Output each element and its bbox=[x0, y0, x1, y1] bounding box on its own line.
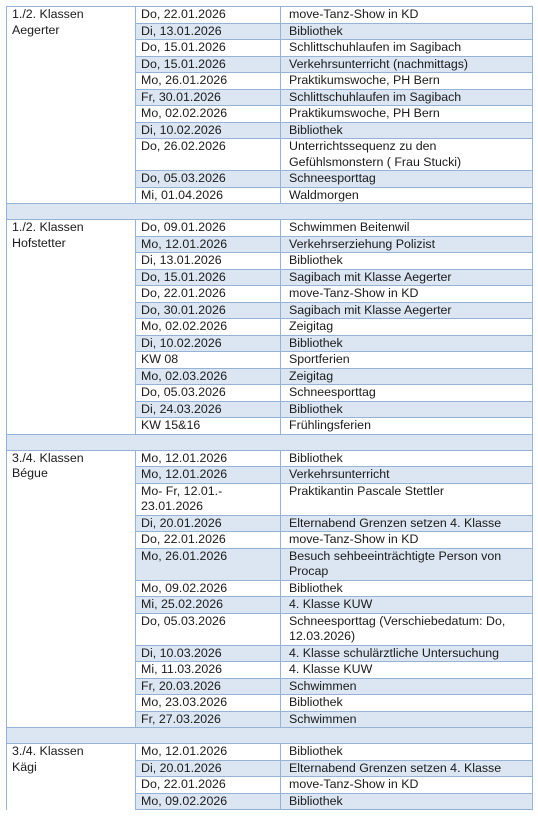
event-cell: Verkehrsunterricht (nachmittags) bbox=[281, 56, 533, 73]
date-cell: Fr, 30.01.2026 bbox=[136, 89, 281, 106]
event-cell: Bibliothek bbox=[281, 253, 533, 270]
event-cell: Bibliothek bbox=[281, 122, 533, 139]
table-row bbox=[7, 744, 533, 761]
date-cell: Do, 22.01.2026 bbox=[136, 777, 281, 794]
date-cell: Do, 22.01.2026 bbox=[136, 7, 281, 24]
event-cell: move-Tanz-Show in KD bbox=[281, 532, 533, 549]
event-cell: Bibliothek bbox=[281, 335, 533, 352]
event-cell: Bibliothek bbox=[281, 401, 533, 418]
class-level: 1./2. Klassen bbox=[12, 7, 84, 21]
class-events-body bbox=[7, 7, 533, 810]
event-cell: 4. Klasse KUW bbox=[281, 597, 533, 614]
date-cell: Do, 09.01.2026 bbox=[136, 220, 281, 237]
class-level: 3./4. Klassen bbox=[12, 744, 84, 758]
date-cell: Mo, 02.03.2026 bbox=[136, 368, 281, 385]
date-cell: Mi, 01.04.2026 bbox=[136, 187, 281, 204]
teacher-name: Bégue bbox=[12, 466, 48, 480]
date-cell: Mo- Fr, 12.01.- 23.01.2026 bbox=[136, 483, 281, 515]
date-cell: Do, 26.02.2026 bbox=[136, 139, 281, 171]
event-cell: Elternabend Grenzen setzen 4. Klasse bbox=[281, 760, 533, 777]
date-cell: Di, 10.02.2026 bbox=[136, 122, 281, 139]
class-name-cell bbox=[7, 744, 136, 810]
date-cell: Do, 15.01.2026 bbox=[136, 269, 281, 286]
date-cell: Mo, 26.01.2026 bbox=[136, 73, 281, 90]
event-cell: Elternabend Grenzen setzen 4. Klasse bbox=[281, 515, 533, 532]
date-cell: KW 15&16 bbox=[136, 418, 281, 435]
date-cell: Do, 05.03.2026 bbox=[136, 613, 281, 645]
event-cell: 4. Klasse schulärztliche Untersuchung bbox=[281, 645, 533, 662]
class-name-cell bbox=[7, 220, 136, 435]
date-cell: Do, 30.01.2026 bbox=[136, 302, 281, 319]
separator-cell bbox=[7, 728, 533, 744]
teacher-name: Hofstetter bbox=[12, 235, 66, 250]
date-cell: Do, 15.01.2026 bbox=[136, 56, 281, 73]
group-separator bbox=[7, 204, 533, 220]
date-cell: Do, 22.01.2026 bbox=[136, 286, 281, 303]
date-cell: Mo, 12.01.2026 bbox=[136, 450, 281, 467]
event-cell: Bibliothek bbox=[281, 450, 533, 467]
event-cell: Sagibach mit Klasse Aegerter bbox=[281, 302, 533, 319]
event-cell: Praktikumswoche, PH Bern bbox=[281, 73, 533, 90]
event-cell: Sportferien bbox=[281, 352, 533, 369]
event-cell: Schwimmen bbox=[281, 711, 533, 728]
teacher-name: Kägi bbox=[12, 759, 37, 774]
date-cell: Mo, 09.02.2026 bbox=[136, 793, 281, 810]
date-cell: Mo, 26.01.2026 bbox=[136, 548, 281, 580]
event-cell: Schneesporttag (Verschiebedatum: Do, 12.03.2026) bbox=[281, 613, 533, 645]
event-cell: Waldmorgen bbox=[281, 187, 533, 204]
separator-cell bbox=[7, 204, 533, 220]
date-cell: Di, 24.03.2026 bbox=[136, 401, 281, 418]
date-cell: Di, 20.01.2026 bbox=[136, 515, 281, 532]
event-cell: Schwimmen Beitenwil bbox=[281, 220, 533, 237]
event-cell: Bibliothek bbox=[281, 695, 533, 712]
event-cell: Verkehrserziehung Polizist bbox=[281, 236, 533, 253]
date-cell: Do, 05.03.2026 bbox=[136, 171, 281, 188]
event-cell: Besuch sehbeeinträchtigte Person von Procap bbox=[281, 548, 533, 580]
separator-cell bbox=[7, 434, 533, 450]
event-cell: move-Tanz-Show in KD bbox=[281, 7, 533, 24]
event-cell: move-Tanz-Show in KD bbox=[281, 286, 533, 303]
event-cell: Schneesporttag bbox=[281, 171, 533, 188]
class-name-cell bbox=[7, 7, 136, 204]
date-cell: Di, 13.01.2026 bbox=[136, 23, 281, 40]
event-cell: Schwimmen bbox=[281, 678, 533, 695]
event-cell: Praktikumswoche, PH Bern bbox=[281, 106, 533, 123]
event-cell: Schlittschuhlaufen im Sagibach bbox=[281, 40, 533, 57]
event-cell: Bibliothek bbox=[281, 580, 533, 597]
date-cell: Mo, 12.01.2026 bbox=[136, 744, 281, 761]
date-cell: Di, 20.01.2026 bbox=[136, 760, 281, 777]
event-cell: Unterrichtssequenz zu den Gefühlsmonstern ( Frau Stucki) bbox=[281, 139, 533, 171]
date-cell: Di, 10.02.2026 bbox=[136, 335, 281, 352]
group-separator bbox=[7, 728, 533, 744]
group-separator bbox=[7, 434, 533, 450]
date-cell: Do, 22.01.2026 bbox=[136, 532, 281, 549]
date-cell: Do, 15.01.2026 bbox=[136, 40, 281, 57]
event-cell: Zeigitag bbox=[281, 368, 533, 385]
date-cell: Mo, 12.01.2026 bbox=[136, 236, 281, 253]
event-cell: Frühlingsferien bbox=[281, 418, 533, 435]
date-cell: Fr, 20.03.2026 bbox=[136, 678, 281, 695]
event-cell: Verkehrsunterricht bbox=[281, 467, 533, 484]
date-cell: Mo, 23.03.2026 bbox=[136, 695, 281, 712]
event-cell: Bibliothek bbox=[281, 744, 533, 761]
date-cell: Mi, 11.03.2026 bbox=[136, 662, 281, 679]
date-cell: Di, 13.01.2026 bbox=[136, 253, 281, 270]
table-row bbox=[7, 7, 533, 24]
date-cell: Mo, 02.02.2026 bbox=[136, 319, 281, 336]
event-cell: Bibliothek bbox=[281, 23, 533, 40]
class-events-table bbox=[6, 6, 533, 810]
class-name-cell bbox=[7, 450, 136, 728]
date-cell: KW 08 bbox=[136, 352, 281, 369]
table-row bbox=[7, 220, 533, 237]
event-cell: Bibliothek bbox=[281, 793, 533, 810]
date-cell: Fr, 27.03.2026 bbox=[136, 711, 281, 728]
event-cell: Zeigitag bbox=[281, 319, 533, 336]
date-cell: Mo, 12.01.2026 bbox=[136, 467, 281, 484]
date-cell: Di, 10.03.2026 bbox=[136, 645, 281, 662]
event-cell: move-Tanz-Show in KD bbox=[281, 777, 533, 794]
event-cell: Schlittschuhlaufen im Sagibach bbox=[281, 89, 533, 106]
date-cell: Mo, 09.02.2026 bbox=[136, 580, 281, 597]
event-cell: Sagibach mit Klasse Aegerter bbox=[281, 269, 533, 286]
class-level: 3./4. Klassen bbox=[12, 450, 84, 465]
event-cell: Schneesporttag bbox=[281, 385, 533, 402]
date-cell: Do, 05.03.2026 bbox=[136, 385, 281, 402]
date-cell: Mo, 02.02.2026 bbox=[136, 106, 281, 123]
table-row bbox=[7, 450, 533, 467]
event-cell: Praktikantin Pascale Stettler bbox=[281, 483, 533, 515]
teacher-name: Aegerter bbox=[12, 22, 60, 37]
class-level: 1./2. Klassen bbox=[12, 220, 84, 234]
date-cell: Mi, 25.02.2026 bbox=[136, 597, 281, 614]
event-cell: 4. Klasse KUW bbox=[281, 662, 533, 679]
